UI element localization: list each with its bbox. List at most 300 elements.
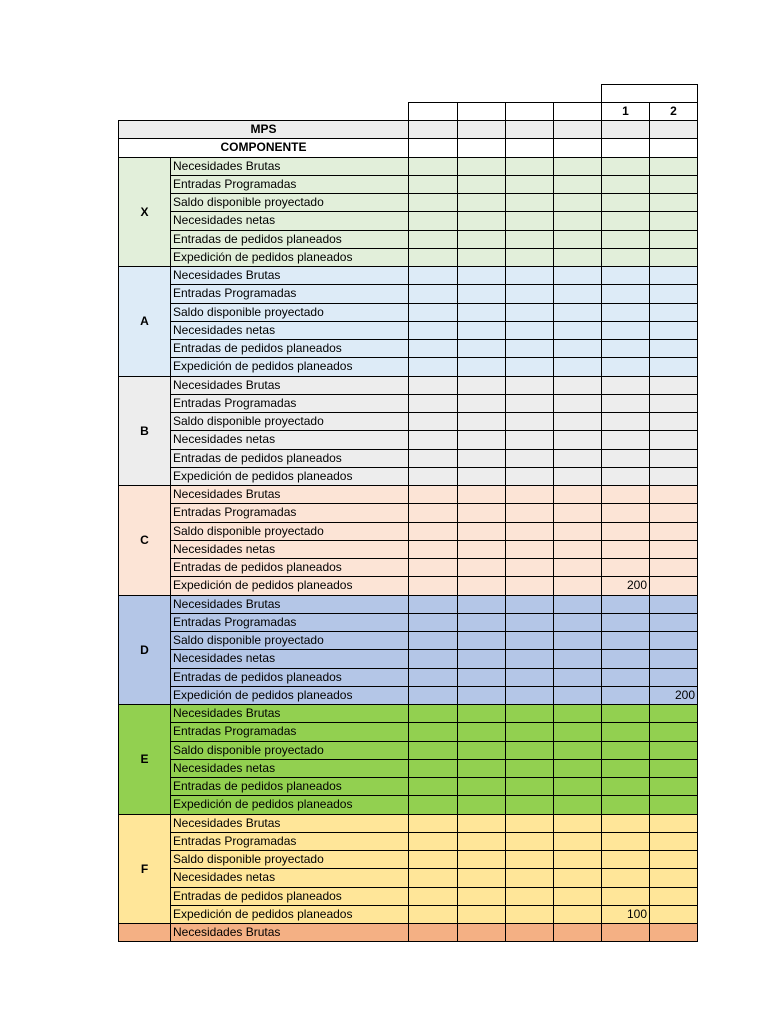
value-cell[interactable] bbox=[601, 558, 650, 577]
value-cell[interactable] bbox=[408, 522, 458, 541]
value-cell[interactable] bbox=[505, 814, 554, 833]
row-label: Necesidades Brutas bbox=[170, 923, 409, 942]
value-cell[interactable] bbox=[505, 595, 554, 614]
component-c-label: C bbox=[118, 485, 171, 596]
componente-cell[interactable] bbox=[505, 138, 554, 157]
component-a-label: A bbox=[118, 266, 171, 377]
value-cell[interactable] bbox=[408, 613, 458, 632]
value-cell[interactable] bbox=[457, 284, 506, 303]
value-cell[interactable] bbox=[649, 339, 698, 358]
value-cell[interactable] bbox=[601, 467, 650, 486]
value-cell[interactable] bbox=[553, 303, 602, 322]
value-cell[interactable] bbox=[601, 284, 650, 303]
value-cell[interactable] bbox=[408, 230, 458, 249]
value-cell[interactable] bbox=[457, 376, 506, 395]
value-cell[interactable] bbox=[553, 686, 602, 705]
value-cell[interactable]: 100 bbox=[601, 905, 650, 924]
value-cell[interactable] bbox=[649, 887, 698, 906]
value-cell[interactable] bbox=[505, 157, 554, 176]
value-cell[interactable] bbox=[505, 558, 554, 577]
value-cell[interactable] bbox=[457, 631, 506, 650]
value-cell[interactable] bbox=[649, 814, 698, 833]
value-cell[interactable] bbox=[649, 412, 698, 431]
value-cell[interactable] bbox=[505, 284, 554, 303]
value-cell[interactable] bbox=[601, 248, 650, 267]
value-cell[interactable] bbox=[649, 467, 698, 486]
value-cell[interactable] bbox=[505, 777, 554, 796]
value-cell[interactable] bbox=[553, 923, 602, 942]
value-cell[interactable] bbox=[457, 905, 506, 924]
value-cell[interactable] bbox=[649, 576, 698, 595]
componente-label: COMPONENTE bbox=[118, 138, 409, 157]
value-cell[interactable] bbox=[601, 832, 650, 851]
value-cell[interactable] bbox=[505, 211, 554, 230]
value-cell[interactable] bbox=[649, 449, 698, 468]
value-cell[interactable] bbox=[408, 814, 458, 833]
value-cell[interactable] bbox=[649, 376, 698, 395]
row-label: Entradas Programadas bbox=[170, 284, 409, 303]
value-cell[interactable] bbox=[601, 303, 650, 322]
value-cell[interactable] bbox=[408, 357, 458, 376]
value-cell[interactable] bbox=[408, 777, 458, 796]
value-cell[interactable] bbox=[408, 887, 458, 906]
value-cell[interactable] bbox=[601, 868, 650, 887]
value-cell[interactable] bbox=[553, 376, 602, 395]
value-cell[interactable] bbox=[457, 923, 506, 942]
value-cell[interactable] bbox=[408, 266, 458, 285]
componente-cell[interactable] bbox=[553, 138, 602, 157]
value-cell[interactable] bbox=[505, 175, 554, 194]
value-cell[interactable] bbox=[553, 631, 602, 650]
value-cell[interactable] bbox=[505, 376, 554, 395]
value-cell[interactable] bbox=[408, 795, 458, 814]
mps-cell[interactable] bbox=[408, 120, 458, 139]
value-cell[interactable] bbox=[457, 339, 506, 358]
value-cell[interactable] bbox=[457, 558, 506, 577]
value-cell[interactable] bbox=[457, 814, 506, 833]
componente-cell[interactable] bbox=[457, 138, 506, 157]
value-cell[interactable] bbox=[649, 558, 698, 577]
value-cell[interactable] bbox=[553, 412, 602, 431]
value-cell[interactable] bbox=[505, 522, 554, 541]
value-cell[interactable] bbox=[649, 668, 698, 687]
value-cell[interactable] bbox=[553, 741, 602, 760]
value-cell[interactable] bbox=[505, 230, 554, 249]
value-cell[interactable] bbox=[649, 357, 698, 376]
value-cell[interactable] bbox=[457, 412, 506, 431]
value-cell[interactable] bbox=[553, 905, 602, 924]
value-cell[interactable] bbox=[649, 741, 698, 760]
value-cell[interactable] bbox=[457, 613, 506, 632]
componente-cell[interactable] bbox=[649, 138, 698, 157]
value-cell[interactable] bbox=[553, 230, 602, 249]
value-cell[interactable] bbox=[457, 887, 506, 906]
value-cell[interactable] bbox=[457, 321, 506, 340]
value-cell[interactable] bbox=[601, 266, 650, 285]
value-cell[interactable] bbox=[505, 467, 554, 486]
component-b-label: B bbox=[118, 376, 171, 487]
value-cell[interactable] bbox=[601, 759, 650, 778]
value-cell[interactable] bbox=[457, 777, 506, 796]
value-cell[interactable] bbox=[649, 704, 698, 723]
value-cell[interactable] bbox=[649, 795, 698, 814]
value-cell[interactable] bbox=[601, 394, 650, 413]
row-label: Entradas de pedidos planeados bbox=[170, 230, 409, 249]
value-cell[interactable] bbox=[649, 850, 698, 869]
value-cell[interactable] bbox=[408, 193, 458, 212]
value-cell[interactable] bbox=[408, 923, 458, 942]
value-cell[interactable] bbox=[601, 357, 650, 376]
value-cell[interactable] bbox=[649, 503, 698, 522]
value-cell[interactable] bbox=[408, 631, 458, 650]
value-cell[interactable] bbox=[457, 211, 506, 230]
value-cell[interactable] bbox=[408, 595, 458, 614]
value-cell[interactable] bbox=[649, 175, 698, 194]
value-cell[interactable] bbox=[505, 449, 554, 468]
value-cell[interactable] bbox=[505, 339, 554, 358]
value-cell[interactable] bbox=[457, 503, 506, 522]
value-cell[interactable] bbox=[457, 795, 506, 814]
value-cell[interactable] bbox=[553, 722, 602, 741]
value-cell[interactable] bbox=[553, 759, 602, 778]
value-cell[interactable] bbox=[457, 157, 506, 176]
value-cell[interactable] bbox=[505, 430, 554, 449]
mps-cell[interactable] bbox=[601, 120, 650, 139]
value-cell[interactable] bbox=[601, 540, 650, 559]
row-label: Necesidades netas bbox=[170, 649, 409, 668]
mps-label: MPS bbox=[118, 120, 409, 139]
value-cell[interactable] bbox=[505, 303, 554, 322]
value-cell[interactable] bbox=[601, 211, 650, 230]
value-cell[interactable] bbox=[457, 832, 506, 851]
value-cell[interactable] bbox=[649, 303, 698, 322]
row-label: Necesidades netas bbox=[170, 321, 409, 340]
value-cell[interactable] bbox=[649, 832, 698, 851]
value-cell[interactable] bbox=[505, 832, 554, 851]
value-cell[interactable] bbox=[408, 467, 458, 486]
period-header bbox=[457, 102, 506, 121]
value-cell[interactable] bbox=[553, 266, 602, 285]
value-cell[interactable] bbox=[457, 193, 506, 212]
value-cell[interactable] bbox=[553, 704, 602, 723]
value-cell[interactable] bbox=[505, 193, 554, 212]
value-cell[interactable] bbox=[601, 193, 650, 212]
value-cell[interactable] bbox=[457, 394, 506, 413]
value-cell[interactable] bbox=[457, 357, 506, 376]
value-cell[interactable] bbox=[457, 430, 506, 449]
value-cell[interactable] bbox=[505, 321, 554, 340]
value-cell[interactable] bbox=[649, 722, 698, 741]
value-cell[interactable] bbox=[553, 430, 602, 449]
component-x-label: X bbox=[118, 157, 171, 268]
value-cell[interactable] bbox=[408, 485, 458, 504]
value-cell[interactable] bbox=[601, 175, 650, 194]
value-cell[interactable] bbox=[649, 394, 698, 413]
value-cell[interactable] bbox=[505, 357, 554, 376]
value-cell[interactable] bbox=[505, 759, 554, 778]
value-cell[interactable] bbox=[601, 339, 650, 358]
value-cell[interactable] bbox=[601, 412, 650, 431]
value-cell[interactable] bbox=[601, 887, 650, 906]
value-cell[interactable] bbox=[505, 412, 554, 431]
value-cell[interactable] bbox=[457, 704, 506, 723]
value-cell[interactable] bbox=[505, 668, 554, 687]
value-cell[interactable] bbox=[408, 248, 458, 267]
value-cell[interactable] bbox=[553, 814, 602, 833]
value-cell[interactable] bbox=[553, 795, 602, 814]
value-cell[interactable] bbox=[505, 503, 554, 522]
value-cell[interactable] bbox=[553, 522, 602, 541]
row-label: Expedición de pedidos planeados bbox=[170, 795, 409, 814]
value-cell[interactable] bbox=[505, 540, 554, 559]
value-cell[interactable] bbox=[457, 540, 506, 559]
value-cell[interactable] bbox=[649, 631, 698, 650]
value-cell[interactable] bbox=[408, 211, 458, 230]
value-cell[interactable] bbox=[457, 175, 506, 194]
value-cell[interactable] bbox=[457, 230, 506, 249]
row-label: Entradas Programadas bbox=[170, 722, 409, 741]
value-cell[interactable] bbox=[505, 795, 554, 814]
value-cell[interactable] bbox=[457, 850, 506, 869]
value-cell[interactable] bbox=[649, 923, 698, 942]
value-cell[interactable] bbox=[457, 576, 506, 595]
value-cell[interactable] bbox=[408, 741, 458, 760]
value-cell[interactable] bbox=[553, 503, 602, 522]
value-cell[interactable] bbox=[408, 175, 458, 194]
value-cell[interactable] bbox=[505, 613, 554, 632]
value-cell[interactable] bbox=[649, 759, 698, 778]
value-cell[interactable] bbox=[601, 686, 650, 705]
value-cell[interactable] bbox=[457, 868, 506, 887]
componente-cell[interactable] bbox=[601, 138, 650, 157]
value-cell[interactable] bbox=[601, 230, 650, 249]
value-cell[interactable] bbox=[553, 357, 602, 376]
value-cell[interactable] bbox=[457, 759, 506, 778]
value-cell[interactable] bbox=[408, 868, 458, 887]
value-cell[interactable] bbox=[505, 905, 554, 924]
value-cell[interactable] bbox=[553, 595, 602, 614]
value-cell[interactable] bbox=[457, 248, 506, 267]
value-cell[interactable] bbox=[505, 631, 554, 650]
value-cell[interactable] bbox=[649, 540, 698, 559]
value-cell[interactable] bbox=[457, 722, 506, 741]
value-cell[interactable] bbox=[553, 394, 602, 413]
row-label: Entradas de pedidos planeados bbox=[170, 777, 409, 796]
value-cell[interactable] bbox=[649, 284, 698, 303]
value-cell[interactable] bbox=[553, 467, 602, 486]
value-cell[interactable] bbox=[505, 868, 554, 887]
value-cell[interactable] bbox=[408, 540, 458, 559]
value-cell[interactable] bbox=[505, 266, 554, 285]
value-cell[interactable] bbox=[649, 193, 698, 212]
value-cell[interactable] bbox=[408, 157, 458, 176]
value-cell[interactable] bbox=[601, 923, 650, 942]
mps-cell[interactable] bbox=[457, 120, 506, 139]
value-cell[interactable] bbox=[649, 321, 698, 340]
value-cell[interactable] bbox=[505, 686, 554, 705]
row-label: Saldo disponible proyectado bbox=[170, 193, 409, 212]
value-cell[interactable] bbox=[553, 248, 602, 267]
value-cell[interactable] bbox=[457, 266, 506, 285]
value-cell[interactable] bbox=[457, 522, 506, 541]
row-label: Entradas de pedidos planeados bbox=[170, 558, 409, 577]
value-cell[interactable] bbox=[408, 430, 458, 449]
value-cell[interactable] bbox=[457, 686, 506, 705]
value-cell[interactable] bbox=[601, 376, 650, 395]
componente-cell[interactable] bbox=[408, 138, 458, 157]
value-cell[interactable] bbox=[408, 449, 458, 468]
value-cell[interactable] bbox=[505, 850, 554, 869]
value-cell[interactable] bbox=[408, 668, 458, 687]
value-cell[interactable] bbox=[553, 777, 602, 796]
value-cell[interactable] bbox=[408, 303, 458, 322]
value-cell[interactable] bbox=[649, 157, 698, 176]
value-cell[interactable] bbox=[553, 850, 602, 869]
value-cell[interactable] bbox=[457, 449, 506, 468]
value-cell[interactable] bbox=[408, 394, 458, 413]
value-cell[interactable] bbox=[553, 449, 602, 468]
row-label: Necesidades Brutas bbox=[170, 814, 409, 833]
row-label: Entradas Programadas bbox=[170, 832, 409, 851]
value-cell[interactable] bbox=[553, 175, 602, 194]
value-cell[interactable] bbox=[649, 868, 698, 887]
row-label: Necesidades Brutas bbox=[170, 266, 409, 285]
value-cell[interactable] bbox=[408, 722, 458, 741]
value-cell[interactable] bbox=[601, 613, 650, 632]
value-cell[interactable] bbox=[601, 777, 650, 796]
value-cell[interactable] bbox=[601, 485, 650, 504]
value-cell[interactable] bbox=[649, 522, 698, 541]
value-cell[interactable] bbox=[408, 284, 458, 303]
value-cell[interactable] bbox=[408, 576, 458, 595]
value-cell[interactable] bbox=[649, 777, 698, 796]
value-cell[interactable] bbox=[553, 832, 602, 851]
value-cell[interactable] bbox=[408, 759, 458, 778]
value-cell[interactable] bbox=[505, 741, 554, 760]
value-cell[interactable] bbox=[553, 576, 602, 595]
row-label: Entradas de pedidos planeados bbox=[170, 668, 409, 687]
value-cell[interactable] bbox=[601, 157, 650, 176]
value-cell[interactable] bbox=[457, 668, 506, 687]
value-cell[interactable] bbox=[601, 503, 650, 522]
value-cell[interactable] bbox=[601, 704, 650, 723]
value-cell[interactable] bbox=[408, 558, 458, 577]
value-cell[interactable] bbox=[505, 248, 554, 267]
value-cell[interactable] bbox=[505, 576, 554, 595]
value-cell[interactable] bbox=[553, 868, 602, 887]
value-cell[interactable] bbox=[408, 686, 458, 705]
value-cell[interactable] bbox=[601, 722, 650, 741]
value-cell[interactable] bbox=[505, 649, 554, 668]
row-label: Entradas Programadas bbox=[170, 394, 409, 413]
value-cell[interactable] bbox=[505, 394, 554, 413]
value-cell[interactable] bbox=[553, 540, 602, 559]
value-cell[interactable] bbox=[408, 704, 458, 723]
value-cell[interactable] bbox=[601, 850, 650, 869]
value-cell[interactable] bbox=[553, 193, 602, 212]
row-label: Necesidades Brutas bbox=[170, 485, 409, 504]
value-cell[interactable] bbox=[601, 649, 650, 668]
value-cell[interactable] bbox=[601, 595, 650, 614]
value-cell[interactable] bbox=[601, 522, 650, 541]
row-label: Saldo disponible proyectado bbox=[170, 412, 409, 431]
row-label: Expedición de pedidos planeados bbox=[170, 576, 409, 595]
value-cell[interactable]: 200 bbox=[649, 686, 698, 705]
value-cell[interactable] bbox=[457, 303, 506, 322]
mps-cell[interactable] bbox=[649, 120, 698, 139]
value-cell[interactable] bbox=[601, 668, 650, 687]
value-cell[interactable] bbox=[649, 613, 698, 632]
mps-cell[interactable] bbox=[553, 120, 602, 139]
value-cell[interactable] bbox=[553, 558, 602, 577]
value-cell[interactable] bbox=[553, 887, 602, 906]
value-cell[interactable] bbox=[408, 832, 458, 851]
row-label: Entradas Programadas bbox=[170, 175, 409, 194]
value-cell[interactable] bbox=[553, 339, 602, 358]
value-cell[interactable] bbox=[505, 722, 554, 741]
period-header: 2 bbox=[649, 102, 698, 121]
value-cell[interactable] bbox=[601, 795, 650, 814]
value-cell[interactable] bbox=[505, 887, 554, 906]
value-cell[interactable] bbox=[553, 649, 602, 668]
value-cell[interactable] bbox=[457, 649, 506, 668]
value-cell[interactable] bbox=[457, 485, 506, 504]
value-cell[interactable] bbox=[457, 467, 506, 486]
value-cell[interactable] bbox=[553, 284, 602, 303]
value-cell[interactable] bbox=[553, 157, 602, 176]
value-cell[interactable] bbox=[601, 430, 650, 449]
value-cell[interactable] bbox=[553, 668, 602, 687]
value-cell[interactable] bbox=[505, 704, 554, 723]
value-cell[interactable] bbox=[408, 339, 458, 358]
value-cell[interactable] bbox=[649, 211, 698, 230]
component-next-label bbox=[118, 923, 171, 942]
value-cell[interactable] bbox=[649, 649, 698, 668]
value-cell[interactable] bbox=[408, 503, 458, 522]
value-cell[interactable] bbox=[649, 248, 698, 267]
value-cell[interactable] bbox=[553, 613, 602, 632]
value-cell[interactable] bbox=[408, 850, 458, 869]
value-cell[interactable] bbox=[601, 814, 650, 833]
mps-cell[interactable] bbox=[505, 120, 554, 139]
value-cell[interactable] bbox=[601, 321, 650, 340]
value-cell[interactable] bbox=[649, 905, 698, 924]
value-cell[interactable] bbox=[601, 741, 650, 760]
value-cell[interactable] bbox=[408, 649, 458, 668]
value-cell[interactable] bbox=[553, 321, 602, 340]
value-cell[interactable] bbox=[649, 430, 698, 449]
value-cell[interactable] bbox=[457, 595, 506, 614]
value-cell[interactable] bbox=[553, 211, 602, 230]
value-cell[interactable] bbox=[601, 631, 650, 650]
value-cell[interactable] bbox=[408, 376, 458, 395]
value-cell[interactable] bbox=[408, 321, 458, 340]
value-cell[interactable]: 200 bbox=[601, 576, 650, 595]
value-cell[interactable] bbox=[649, 230, 698, 249]
value-cell[interactable] bbox=[553, 485, 602, 504]
value-cell[interactable] bbox=[649, 266, 698, 285]
value-cell[interactable] bbox=[649, 485, 698, 504]
value-cell[interactable] bbox=[408, 905, 458, 924]
row-label: Necesidades Brutas bbox=[170, 376, 409, 395]
value-cell[interactable] bbox=[649, 595, 698, 614]
value-cell[interactable] bbox=[408, 412, 458, 431]
value-cell[interactable] bbox=[601, 449, 650, 468]
value-cell[interactable] bbox=[505, 485, 554, 504]
value-cell[interactable] bbox=[505, 923, 554, 942]
row-label: Expedición de pedidos planeados bbox=[170, 357, 409, 376]
value-cell[interactable] bbox=[457, 741, 506, 760]
